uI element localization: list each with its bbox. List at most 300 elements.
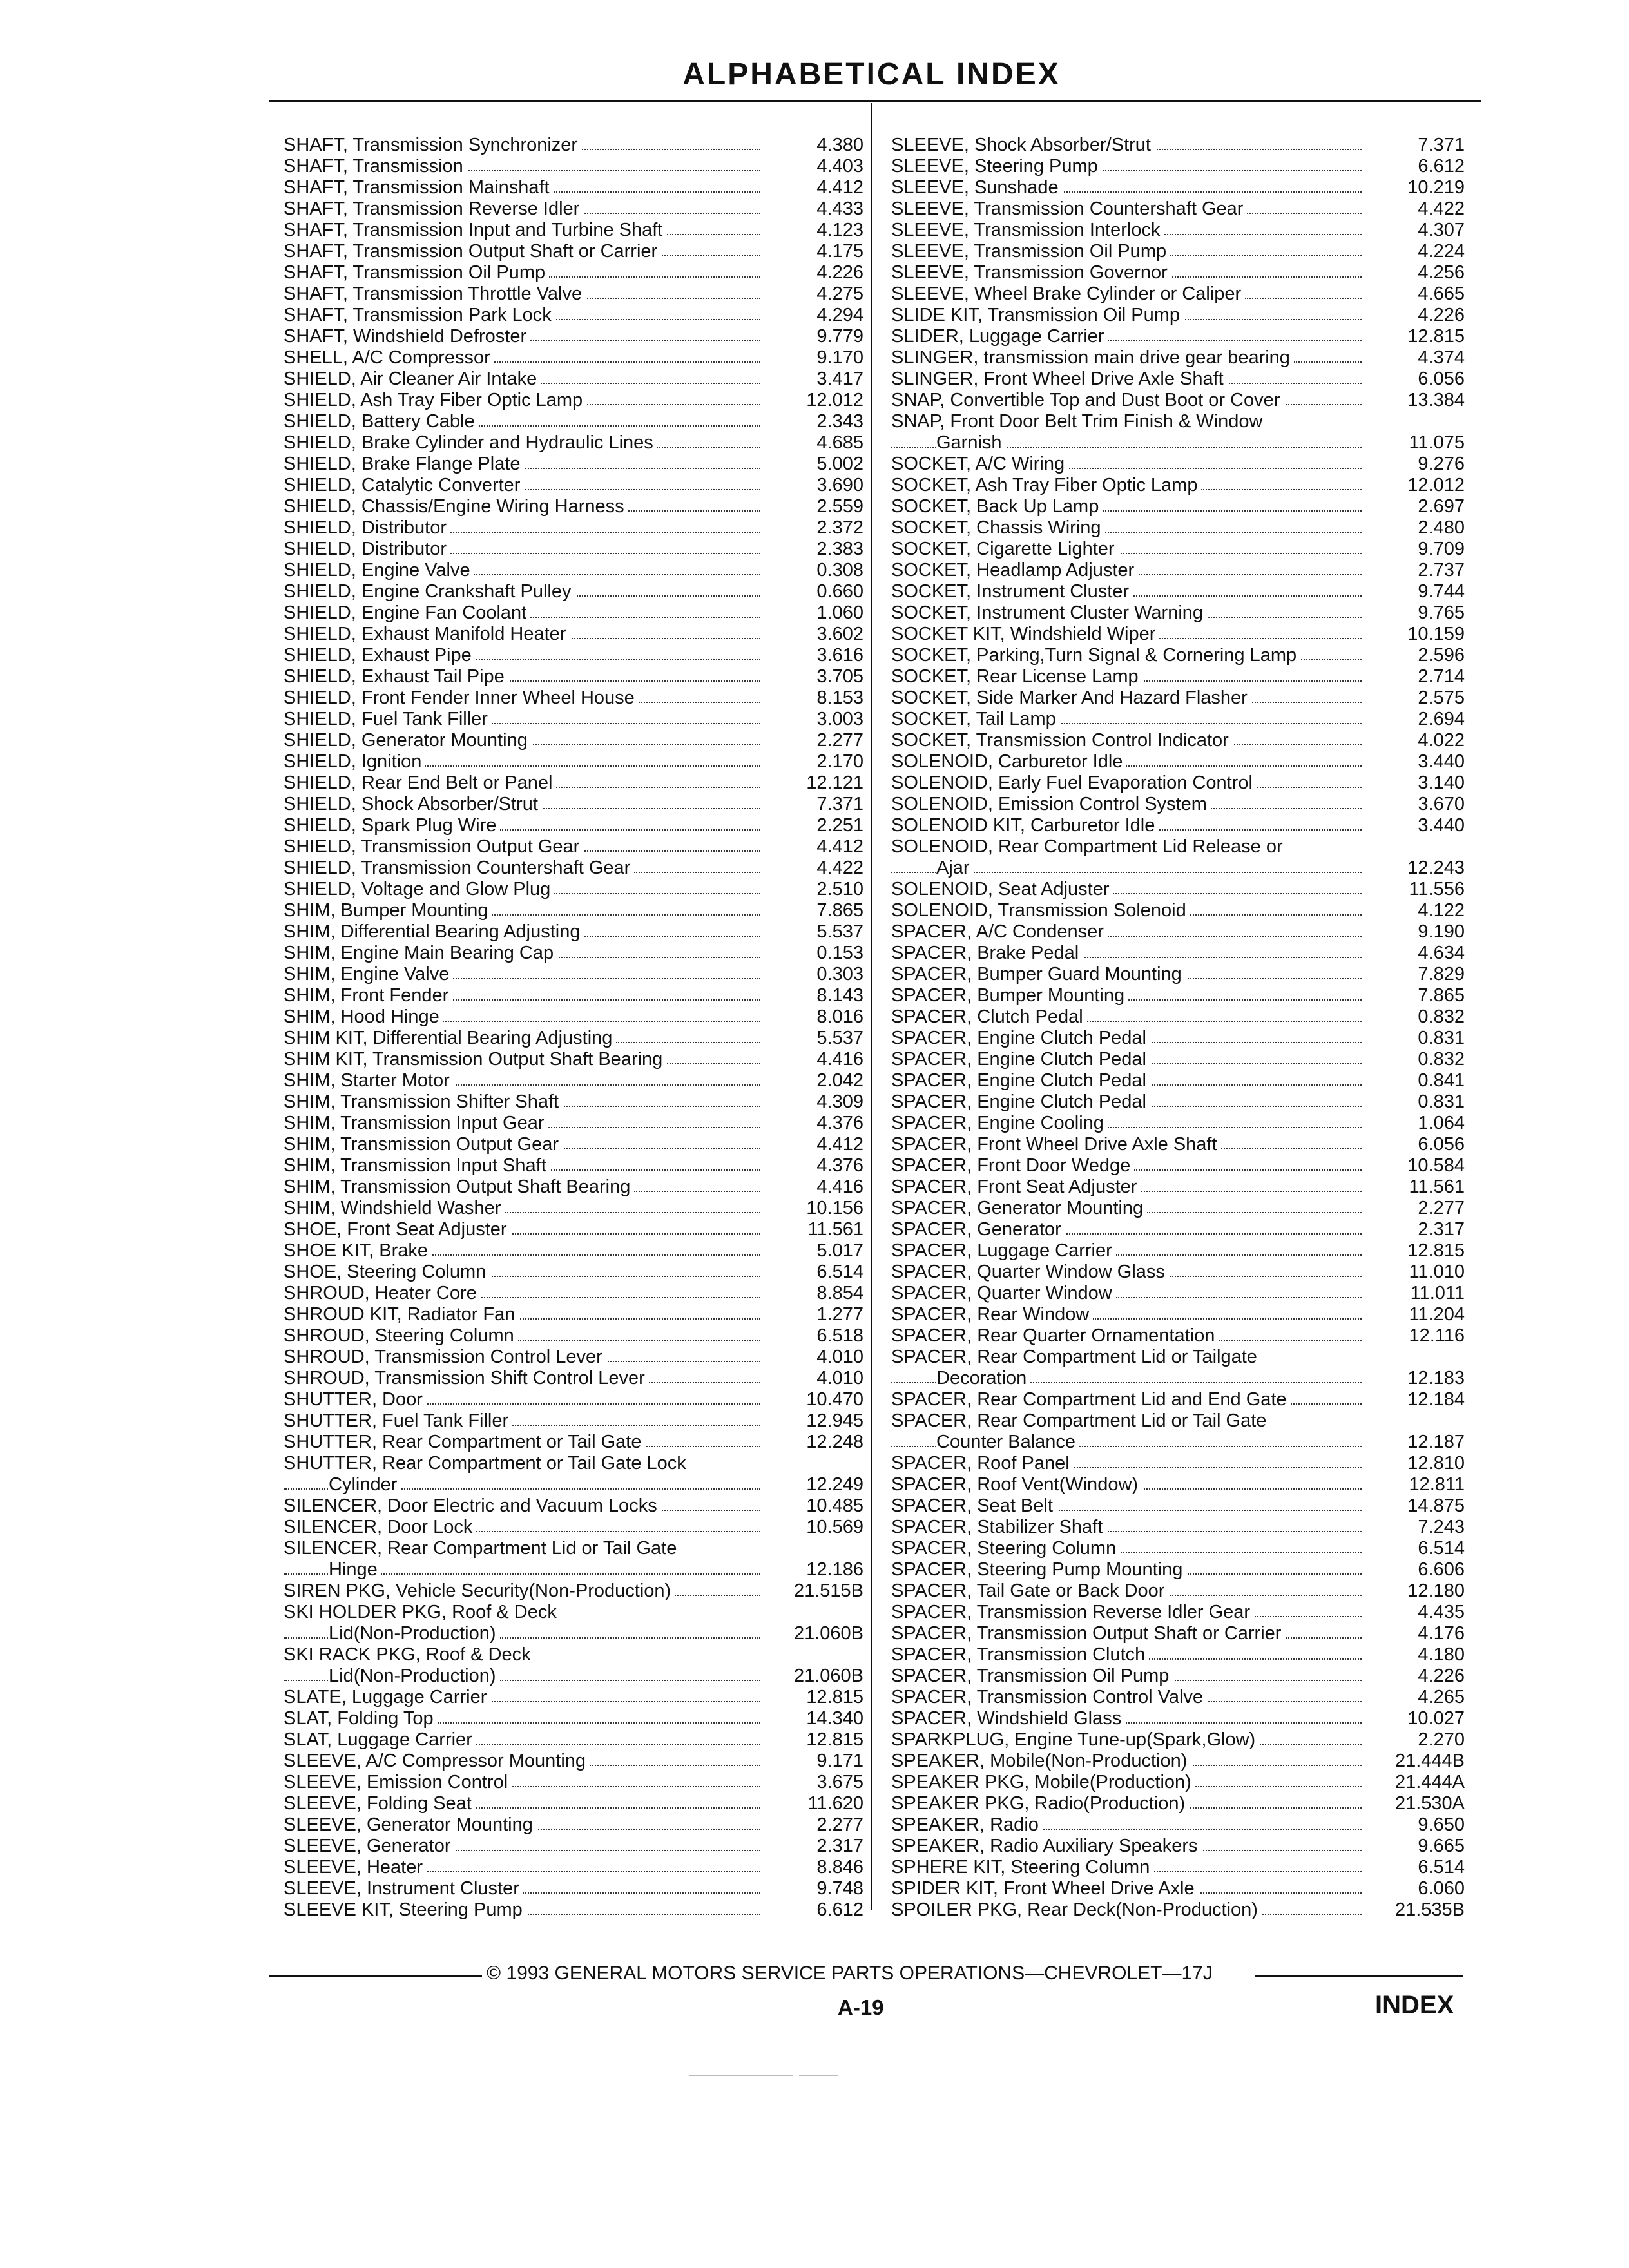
index-entry — [284, 517, 863, 539]
index-entry — [891, 836, 1465, 858]
index-entry-text: SHAFT, Transmission — [284, 156, 467, 177]
index-entry-page: 12.187 — [1407, 1432, 1465, 1452]
index-entry-page: 2.372 — [816, 517, 863, 538]
index-entry-page: 12.012 — [806, 390, 863, 410]
index-entry-text: SOCKET, A/C Wiring — [891, 454, 1068, 474]
index-entry-label — [284, 305, 767, 326]
index-entry-label — [284, 539, 767, 560]
index-entry-label — [891, 432, 1368, 454]
index-entry-text: SPACER, Engine Cooling — [891, 1113, 1108, 1133]
index-entry — [891, 1389, 1465, 1410]
index-entry-text: SPACER, Generator — [891, 1219, 1065, 1240]
index-entry-text: SHIELD, Front Fender Inner Wheel House — [284, 687, 639, 708]
index-entry-label — [284, 1474, 767, 1495]
index-entry-text: SPACER, Generator Mounting — [891, 1198, 1147, 1218]
index-entry-page: 5.002 — [816, 454, 863, 474]
index-entry-page: 21.444A — [1394, 1772, 1465, 1792]
index-entry-page: 7.865 — [1418, 985, 1465, 1006]
index-entry-text: SHIM, Windshield Washer — [284, 1198, 505, 1218]
index-entry-text: SPACER, Bumper Guard Mounting — [891, 964, 1186, 985]
index-entry-label — [284, 1687, 767, 1708]
index-entry-label — [284, 624, 767, 645]
index-entry — [891, 135, 1465, 156]
index-entry-text: SLEEVE, Folding Seat — [284, 1793, 476, 1814]
index-entry — [891, 985, 1465, 1006]
index-entry-label — [891, 1262, 1368, 1283]
index-entry-label — [891, 1283, 1368, 1304]
index-entry-text: SHIELD, Shock Absorber/Strut — [284, 794, 542, 814]
index-entry-label — [284, 1219, 767, 1240]
index-entry-label — [891, 1751, 1368, 1772]
index-entry — [891, 1198, 1465, 1219]
index-entry — [284, 900, 863, 921]
index-entry — [891, 1219, 1465, 1240]
index-entry-label — [891, 1155, 1368, 1177]
index-entry-label — [891, 496, 1368, 517]
index-entry — [891, 1410, 1465, 1432]
index-entry-page: 4.422 — [1418, 198, 1465, 219]
index-entry-page: 12.815 — [1407, 1240, 1465, 1261]
index-entry-text: SPACER, Brake Pedal — [891, 943, 1083, 963]
index-entry — [284, 1559, 863, 1581]
index-entry — [891, 1751, 1465, 1772]
index-entry-text: SPACER, Tail Gate or Back Door — [891, 1581, 1168, 1601]
index-entry-text: SHIELD, Distributor — [284, 539, 450, 559]
index-entry-text: SPARKPLUG, Engine Tune-up(Spark,Glow) — [891, 1729, 1259, 1750]
index-entry-page: 6.514 — [1418, 1857, 1465, 1878]
index-entry-text: SLEEVE, Transmission Oil Pump — [891, 241, 1170, 262]
index-entry — [284, 1410, 863, 1432]
index-entry-page: 3.675 — [816, 1772, 863, 1792]
index-entry-label — [891, 943, 1368, 964]
index-entry — [284, 220, 863, 241]
index-entry — [891, 1602, 1465, 1623]
index-entry-text: SLEEVE, Shock Absorber/Strut — [891, 135, 1155, 155]
index-entry — [284, 1006, 863, 1028]
index-entry-text: Lid(Non-Production) — [329, 1623, 500, 1644]
index-entry-text: SPACER, Bumper Mounting — [891, 985, 1128, 1006]
scan-artifact — [689, 2075, 793, 2076]
index-entry-label — [891, 305, 1368, 326]
index-entry-text: SLEEVE, Sunshade — [891, 177, 1063, 198]
index-entry-label — [891, 1198, 1368, 1219]
index-entry-label — [284, 1410, 767, 1432]
index-entry-text: SHIM, Differential Bearing Adjusting — [284, 921, 584, 942]
index-entry-label — [891, 560, 1368, 581]
index-entry — [284, 645, 863, 666]
index-entry — [284, 1602, 863, 1623]
index-entry-label — [891, 1772, 1368, 1793]
index-entry — [891, 1581, 1465, 1602]
index-entry — [284, 1262, 863, 1283]
index-entry-text: SHIM, Hood Hinge — [284, 1006, 443, 1027]
index-entry-text: SHIELD, Fuel Tank Filler — [284, 709, 492, 729]
index-entry-page: 4.010 — [816, 1347, 863, 1367]
index-entry-page: 2.737 — [1418, 560, 1465, 581]
index-entry-label — [891, 1432, 1368, 1453]
index-entry — [284, 198, 863, 220]
index-entry-label — [891, 1623, 1368, 1644]
index-entry — [284, 1049, 863, 1070]
index-entry — [284, 666, 863, 687]
index-entry — [891, 517, 1465, 539]
index-entry — [284, 347, 863, 369]
index-entry-page: 3.003 — [816, 709, 863, 729]
index-entry-label — [891, 1729, 1368, 1751]
index-entry — [891, 1028, 1465, 1049]
index-entry — [284, 305, 863, 326]
index-entry-page: 6.056 — [1418, 1134, 1465, 1155]
index-entry-page: 4.665 — [1418, 284, 1465, 304]
index-entry-label — [284, 1006, 767, 1028]
index-entry-text: SHIELD, Spark Plug Wire — [284, 815, 500, 836]
index-entry-label — [284, 177, 767, 198]
index-entry-label — [284, 1602, 767, 1623]
index-entry-text: SLEEVE, Heater — [284, 1857, 427, 1878]
index-entry — [891, 1687, 1465, 1708]
index-entry-label — [891, 1836, 1368, 1857]
index-entry-label — [891, 1644, 1368, 1666]
index-entry-text: SOCKET, Chassis Wiring — [891, 517, 1105, 538]
index-entry — [891, 1474, 1465, 1495]
index-entry — [891, 539, 1465, 560]
index-entry-text: SLAT, Folding Top — [284, 1708, 438, 1729]
index-entry-text: SOLENOID, Transmission Solenoid — [891, 900, 1190, 921]
index-entry-text: SLATE, Luggage Carrier — [284, 1687, 490, 1707]
index-entry — [284, 1198, 863, 1219]
index-entry-text: SPACER, A/C Condenser — [891, 921, 1108, 942]
index-entry-label — [284, 390, 767, 411]
index-entry — [891, 751, 1465, 773]
index-entry-label — [891, 1410, 1368, 1432]
index-entry-text: SOCKET KIT, Windshield Wiper — [891, 624, 1159, 644]
index-entry-page: 7.371 — [1418, 135, 1465, 155]
index-entry-page: 4.380 — [816, 135, 863, 155]
index-entry — [891, 1177, 1465, 1198]
index-entry-page: 4.412 — [816, 1134, 863, 1155]
index-entry-page: 4.256 — [1418, 262, 1465, 283]
index-entry-page: 12.184 — [1407, 1389, 1465, 1410]
index-entry — [284, 1538, 863, 1559]
index-entry-label — [284, 1836, 767, 1857]
index-entry-label — [891, 475, 1368, 496]
index-entry-page: 4.416 — [816, 1049, 863, 1070]
index-entry-text: Decoration — [936, 1368, 1030, 1389]
index-entry-label — [891, 794, 1368, 815]
index-entry-text: SHIELD, Voltage and Glow Plug — [284, 879, 554, 899]
index-entry-page: 6.514 — [1418, 1538, 1465, 1559]
index-entry-page: 6.514 — [816, 1262, 863, 1282]
index-entry — [284, 794, 863, 815]
index-entry — [891, 1304, 1465, 1325]
index-entry-page: 2.317 — [816, 1836, 863, 1856]
index-entry-label — [284, 794, 767, 815]
index-entry-label — [284, 496, 767, 517]
index-entry — [891, 1878, 1465, 1899]
index-entry — [891, 709, 1465, 730]
index-entry-text: SPACER, Transmission Reverse Idler Gear — [891, 1602, 1254, 1622]
index-entry-page: 12.183 — [1407, 1368, 1465, 1389]
index-entry-text: SHIELD, Exhaust Pipe — [284, 645, 476, 666]
index-entry-text: SPACER, Clutch Pedal — [891, 1006, 1087, 1027]
index-entry-label — [284, 1559, 767, 1581]
index-entry-page: 4.422 — [816, 858, 863, 878]
index-entry-label — [284, 730, 767, 751]
index-entry-text: SPACER, Roof Panel — [891, 1453, 1074, 1474]
index-entry-text: SHOE KIT, Brake — [284, 1240, 432, 1261]
index-entry — [284, 773, 863, 794]
index-entry-label — [284, 1581, 767, 1602]
index-entry — [891, 879, 1465, 900]
index-entry-text: SOCKET, Rear License Lamp — [891, 666, 1142, 687]
index-entry — [284, 1368, 863, 1389]
index-entry-label — [284, 1751, 767, 1772]
index-entry — [891, 1644, 1465, 1666]
index-entry — [284, 730, 863, 751]
index-entry — [891, 1559, 1465, 1581]
index-entry — [891, 1517, 1465, 1538]
index-entry-label — [284, 1347, 767, 1368]
index-entry-page: 21.060B — [793, 1666, 863, 1686]
index-entry-page: 12.186 — [806, 1559, 863, 1580]
index-entry-label — [284, 1325, 767, 1347]
index-entry-page: 3.705 — [816, 666, 863, 687]
index-entry-page: 3.670 — [1418, 794, 1465, 814]
index-entry-label — [891, 1368, 1368, 1389]
index-entry-text: SHIELD, Generator Mounting — [284, 730, 532, 751]
index-entry-page: 9.170 — [816, 347, 863, 368]
index-entry-page: 11.561 — [1409, 1177, 1465, 1197]
index-entry-text: SHIM, Transmission Output Shaft Bearing — [284, 1177, 634, 1197]
index-entry — [284, 1177, 863, 1198]
index-entry-text: SHROUD, Heater Core — [284, 1283, 481, 1303]
index-entry-label — [891, 687, 1368, 709]
index-entry-text: SPACER, Seat Belt — [891, 1495, 1057, 1516]
index-entry-label — [284, 347, 767, 369]
index-entry-text: Ajar — [936, 858, 974, 878]
index-entry — [891, 1070, 1465, 1091]
index-entry-page: 6.518 — [816, 1325, 863, 1346]
index-entry-text: SILENCER, Door Lock — [284, 1517, 476, 1537]
index-entry — [284, 1899, 863, 1921]
index-entry-label — [284, 198, 767, 220]
index-entry-text: SPACER, Transmission Control Valve — [891, 1687, 1207, 1707]
index-entry-label — [284, 879, 767, 900]
index-entry-label — [284, 1878, 767, 1899]
index-entry — [284, 1878, 863, 1899]
index-entry-text: SPACER, Engine Clutch Pedal — [891, 1070, 1150, 1091]
index-entry-text: SPACER, Stabilizer Shaft — [891, 1517, 1106, 1537]
index-entry-text: SHAFT, Transmission Park Lock — [284, 305, 555, 325]
index-entry — [284, 1857, 863, 1878]
index-entry-label — [284, 1198, 767, 1219]
index-entry-page: 3.440 — [1418, 751, 1465, 772]
index-entry-label — [891, 1325, 1368, 1347]
index-entry-label — [284, 666, 767, 687]
index-entry-text: SOLENOID, Early Fuel Evaporation Control — [891, 773, 1257, 793]
index-entry — [284, 602, 863, 624]
index-entry-label — [284, 411, 767, 432]
index-entry-page: 3.616 — [816, 645, 863, 666]
index-entry-label — [891, 773, 1368, 794]
index-entry — [891, 1240, 1465, 1262]
index-entry-text: SOCKET, Transmission Control Indicator — [891, 730, 1233, 751]
index-entry — [284, 751, 863, 773]
index-entry-page: 21.535B — [1394, 1899, 1465, 1920]
index-entry-page: 6.612 — [816, 1899, 863, 1920]
index-entry-text: SPOILER PKG, Rear Deck(Non-Production) — [891, 1899, 1262, 1920]
index-entry-label — [891, 517, 1368, 539]
index-entry — [891, 1899, 1465, 1921]
index-entry-text: SLEEVE, Transmission Governor — [891, 262, 1171, 283]
index-entry — [891, 347, 1465, 369]
index-entry-text: SHUTTER, Rear Compartment or Tail Gate — [284, 1432, 645, 1452]
index-entry-page: 10.569 — [806, 1517, 863, 1537]
index-entry-text: SHIM, Transmission Input Shaft — [284, 1155, 550, 1176]
index-entry-page: 10.219 — [1407, 177, 1465, 198]
index-entry — [284, 1304, 863, 1325]
index-entry-label — [891, 815, 1368, 836]
index-entry-label — [284, 454, 767, 475]
index-entry-label — [284, 1389, 767, 1410]
index-entry — [284, 1793, 863, 1814]
index-entry — [284, 964, 863, 985]
index-entry-page: 10.584 — [1407, 1155, 1465, 1176]
index-entry-text: SOCKET, Ash Tray Fiber Optic Lamp — [891, 475, 1201, 495]
index-entry-label — [891, 1474, 1368, 1495]
index-entry-label — [284, 943, 767, 964]
index-entry-page: 4.412 — [816, 177, 863, 198]
index-entry-page: 9.665 — [1418, 1836, 1465, 1856]
index-entry — [891, 284, 1465, 305]
index-entry-label — [891, 1049, 1368, 1070]
index-entry-label — [284, 921, 767, 943]
index-entry-page: 12.248 — [806, 1432, 863, 1452]
index-entry-page: 4.376 — [816, 1113, 863, 1133]
index-entry-text: SNAP, Front Door Belt Trim Finish & Window — [891, 411, 1266, 432]
index-entry-text: SLEEVE, Steering Pump — [891, 156, 1102, 177]
index-entry-text: SNAP, Convertible Top and Dust Boot or Cover — [891, 390, 1284, 410]
index-entry-label — [284, 135, 767, 156]
index-entry-text: SLEEVE, Wheel Brake Cylinder or Caliper — [891, 284, 1245, 304]
index-entry-text: SPACER, Transmission Oil Pump — [891, 1666, 1173, 1686]
index-entry — [284, 709, 863, 730]
index-entry-page: 2.559 — [816, 496, 863, 517]
index-entry — [284, 836, 863, 858]
index-entry-label — [284, 836, 767, 858]
index-entry — [284, 1432, 863, 1453]
index-entry-label — [284, 687, 767, 709]
index-entry — [284, 921, 863, 943]
index-entry-page: 7.829 — [1418, 964, 1465, 985]
index-entry-page: 2.170 — [816, 751, 863, 772]
index-entry-page: 2.042 — [816, 1070, 863, 1091]
index-entry-text: SHIELD, Exhaust Manifold Heater — [284, 624, 570, 644]
index-entry-label — [891, 241, 1368, 262]
index-entry — [284, 1517, 863, 1538]
index-entry — [284, 432, 863, 454]
index-entry — [284, 1729, 863, 1751]
index-entry-page: 8.143 — [816, 985, 863, 1006]
index-entry — [891, 1814, 1465, 1836]
index-entry-text: SHIM, Engine Valve — [284, 964, 453, 985]
index-entry-label — [284, 241, 767, 262]
index-entry-text: SHIELD, Transmission Countershaft Gear — [284, 858, 634, 878]
index-entry-page: 12.116 — [1409, 1325, 1465, 1346]
index-entry-page: 0.153 — [816, 943, 863, 963]
index-entry-text: SHIM, Transmission Output Gear — [284, 1134, 563, 1155]
index-entry — [284, 241, 863, 262]
index-entry-page: 3.690 — [816, 475, 863, 495]
index-entry-label — [284, 1177, 767, 1198]
index-entry-page: 2.697 — [1418, 496, 1465, 517]
index-entry-page: 4.294 — [816, 305, 863, 325]
index-entry-text: SPACER, Windshield Glass — [891, 1708, 1125, 1729]
index-entry — [891, 1006, 1465, 1028]
index-entry-page: 0.841 — [1418, 1070, 1465, 1091]
index-entry-label — [284, 284, 767, 305]
index-entry-label — [284, 1091, 767, 1113]
index-entry-text: SPIDER KIT, Front Wheel Drive Axle — [891, 1878, 1199, 1899]
index-entry-page: 4.275 — [816, 284, 863, 304]
index-entry-label — [284, 1240, 767, 1262]
index-entry — [891, 198, 1465, 220]
index-entry-label — [284, 709, 767, 730]
index-entry — [891, 369, 1465, 390]
index-entry — [891, 1134, 1465, 1155]
index-entry — [891, 1495, 1465, 1517]
index-entry — [891, 241, 1465, 262]
index-entry-page: 5.017 — [816, 1240, 863, 1261]
index-entry — [891, 1325, 1465, 1347]
index-entry — [891, 177, 1465, 198]
index-entry — [891, 156, 1465, 177]
index-entry-text: SHUTTER, Door — [284, 1389, 427, 1410]
index-entry-text: SHIELD, Brake Flange Plate — [284, 454, 525, 474]
index-entry — [891, 454, 1465, 475]
index-entry-text: SPACER, Rear Compartment Lid or Tailgate — [891, 1347, 1261, 1367]
index-entry-text: SKI HOLDER PKG, Roof & Deck — [284, 1602, 561, 1622]
index-entry — [891, 326, 1465, 347]
index-entry-label — [891, 411, 1368, 432]
index-entry-text: SHUTTER, Rear Compartment or Tail Gate Lock — [284, 1453, 690, 1474]
index-entry — [891, 645, 1465, 666]
index-entry-label — [891, 198, 1368, 220]
index-entry-label — [891, 135, 1368, 156]
index-entry-page: 2.575 — [1418, 687, 1465, 708]
index-entry-text: SOCKET, Headlamp Adjuster — [891, 560, 1138, 581]
index-entry-label — [891, 220, 1368, 241]
index-entry-text: SHIELD, Transmission Output Gear — [284, 836, 583, 857]
index-entry — [284, 475, 863, 496]
index-entry — [891, 687, 1465, 709]
index-entry-text: SHOE, Steering Column — [284, 1262, 490, 1282]
index-entry-text: SPACER, Engine Clutch Pedal — [891, 1091, 1150, 1112]
index-entry-text: SPACER, Engine Clutch Pedal — [891, 1028, 1150, 1048]
index-entry-label — [891, 602, 1368, 624]
footer-copyright: © 1993 GENERAL MOTORS SERVICE PARTS OPERATIONS—CHEVROLET—17J — [487, 1963, 1213, 1984]
index-entry-text: SLEEVE, Generator Mounting — [284, 1814, 537, 1835]
index-entry-text: Garnish — [936, 432, 1006, 453]
index-entry-page: 9.744 — [1418, 581, 1465, 602]
index-entry — [284, 177, 863, 198]
index-entry-label — [284, 900, 767, 921]
index-entry-label — [891, 836, 1368, 858]
index-entry-page: 2.383 — [816, 539, 863, 559]
index-entry — [891, 220, 1465, 241]
index-entry — [891, 390, 1465, 411]
index-entry-label — [284, 1857, 767, 1878]
